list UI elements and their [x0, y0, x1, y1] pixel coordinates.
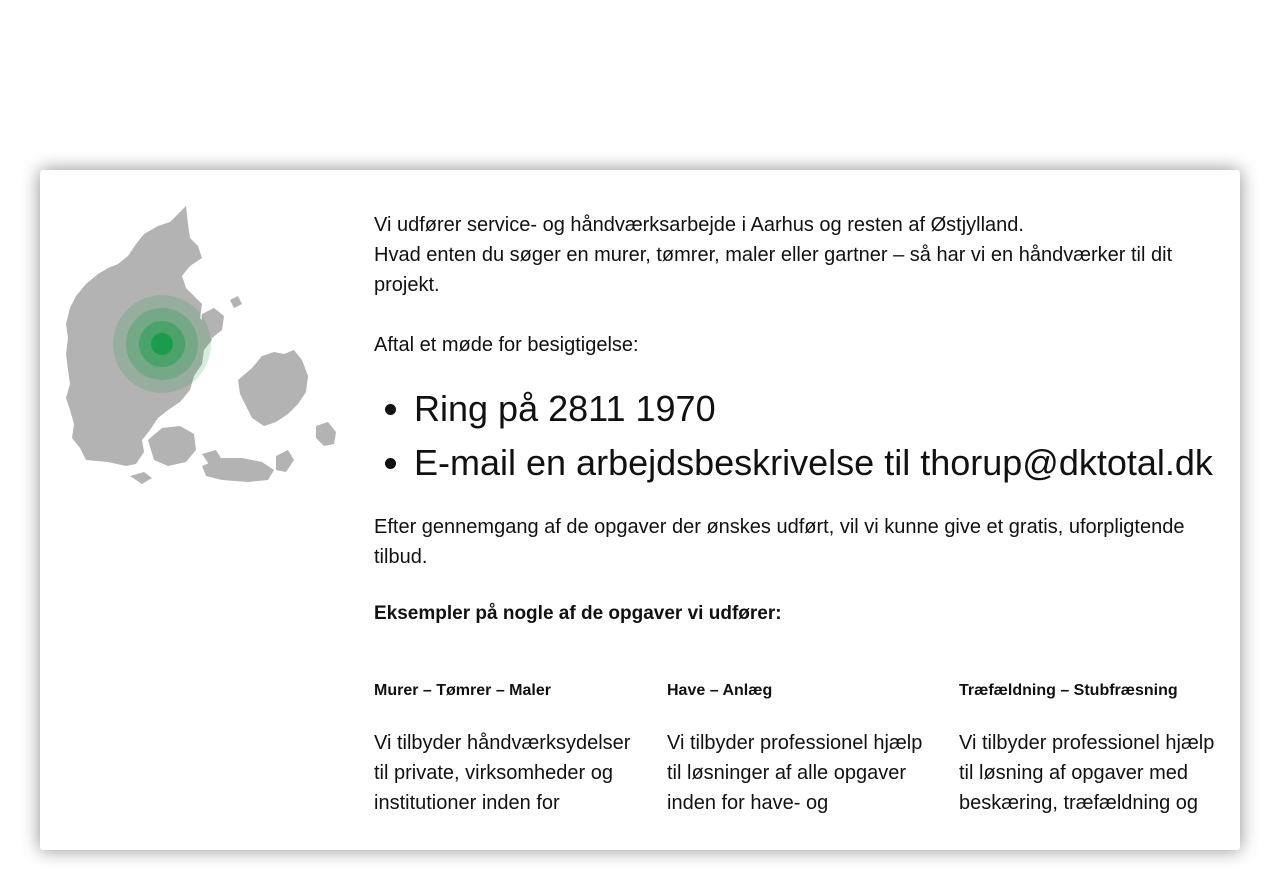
contact-list — [374, 382, 1224, 490]
denmark-map-icon — [62, 204, 342, 494]
service-column-have — [667, 680, 937, 818]
intro-line-1: Vi udfører service- og håndværksarbejde i Aarhus og resten af Østjylland. — [374, 214, 1024, 236]
services-grid — [374, 680, 1234, 880]
intro-line-2: Hvad enten du søger en murer, tømrer, maler eller gartner – så har vi en håndværker til dit projekt. — [374, 244, 1173, 296]
service-title: Murer – Tømrer – Maler — [374, 682, 551, 699]
service-description: Vi tilbyder professionel hjælp til løsninger af alle opgaver inden for have- og — [667, 732, 923, 814]
service-description: Vi tilbyder professionel hjælp til løsning af opgaver med beskæring, træfældning og — [959, 732, 1215, 814]
service-description: Vi tilbyder håndværksydelser til private, virksomheder og institutioner inden for — [374, 732, 631, 814]
offer-text: Efter gennemgang af de opgaver der ønskes udført, vil vi kunne give et gratis, uforpligtende tilbud. — [374, 516, 1185, 568]
service-title: Have – Anlæg — [667, 682, 773, 699]
content-card — [40, 170, 1240, 850]
appointment-text: Aftal et møde for besigtigelse: — [374, 334, 639, 356]
service-column-traefaeldning — [959, 680, 1229, 818]
service-column-murer — [374, 680, 644, 818]
main-content — [374, 210, 1224, 628]
contact-phone[interactable]: • Ring på 2811 1970 — [414, 382, 1224, 436]
service-title: Træfældning – Stubfræsning — [959, 682, 1178, 699]
examples-heading: Eksempler på nogle af de opgaver vi udfører: — [374, 603, 782, 624]
contact-email[interactable]: • E-mail en arbejdsbeskrivelse til thorup@dktotal.dk — [414, 436, 1224, 490]
location-marker-icon — [113, 295, 211, 393]
